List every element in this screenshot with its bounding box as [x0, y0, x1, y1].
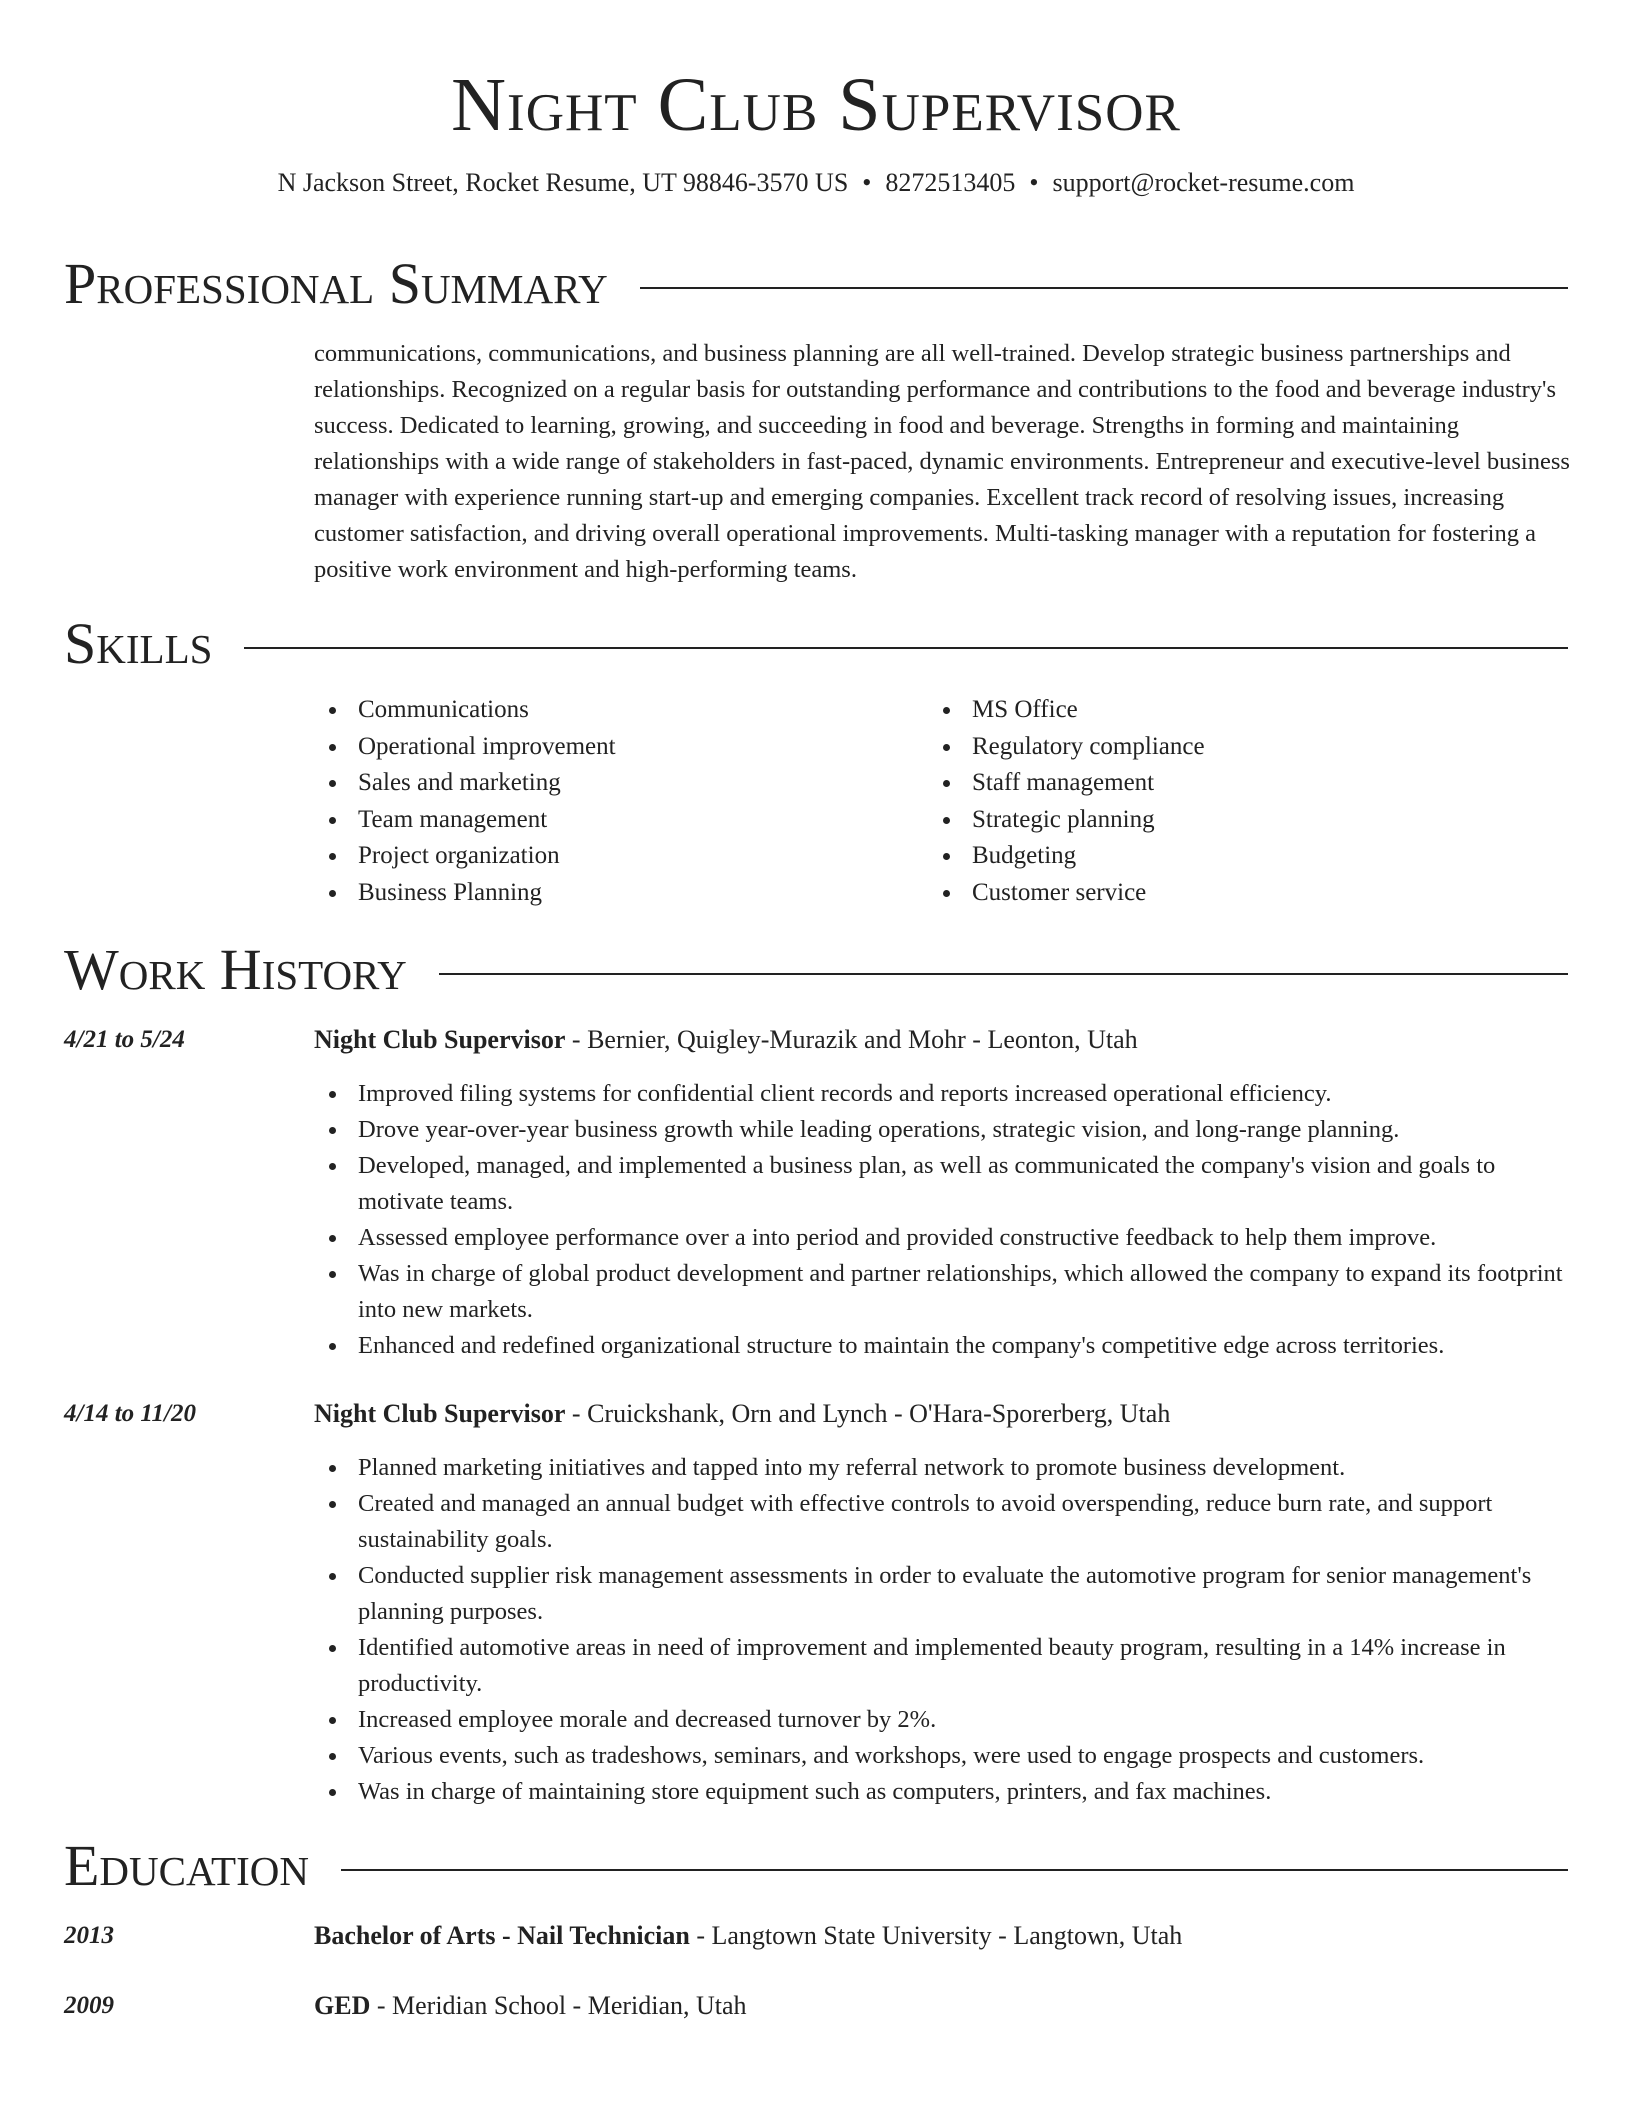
- education-year: 2009: [64, 1992, 114, 2019]
- skill-item: MS Office: [928, 692, 1528, 729]
- skill-item: Business Planning: [314, 875, 914, 912]
- text-separator: -: [565, 1025, 588, 1054]
- text-separator: -: [370, 1991, 393, 2020]
- list-item: Improved filing systems for confidential client records and reports increased operational efficiency.: [314, 1076, 1570, 1112]
- education-school: Meridian School - Meridian, Utah: [392, 1991, 747, 2020]
- job-heading: [314, 1022, 1138, 1058]
- job-title: Night Club Supervisor: [314, 1025, 566, 1054]
- skills-heading: Skills: [64, 611, 213, 676]
- job-heading: [314, 1396, 1170, 1432]
- contact-email: support@rocket-resume.com: [1052, 168, 1355, 197]
- summary-section-header: [64, 252, 1568, 316]
- education-school: Langtown State University - Langtown, Utah: [711, 1921, 1183, 1950]
- education-degree: Bachelor of Arts - Nail Technician: [314, 1921, 690, 1950]
- skill-item: Staff management: [928, 765, 1528, 802]
- skill-item: Project organization: [314, 838, 914, 875]
- skill-item: Communications: [314, 692, 914, 729]
- skill-item: Team management: [314, 802, 914, 839]
- list-item: Various events, such as tradeshows, seminars, and workshops, were used to engage prospects and customers.: [314, 1738, 1570, 1774]
- list-item: Was in charge of maintaining store equipment such as computers, printers, and fax machines.: [314, 1774, 1570, 1810]
- contact-separator: •: [862, 168, 872, 197]
- skill-item: Customer service: [928, 875, 1528, 912]
- job-bullet-list: [314, 1450, 1570, 1810]
- section-divider: [439, 973, 1568, 975]
- job-employer: Bernier, Quigley-Murazik and Mohr - Leonton, Utah: [587, 1025, 1138, 1054]
- education-year: 2013: [64, 1922, 114, 1949]
- text-separator: -: [689, 1921, 712, 1950]
- list-item: Increased employee morale and decreased turnover by 2%.: [314, 1702, 1570, 1738]
- job-title: Night Club Supervisor: [314, 1399, 566, 1428]
- education-heading: Education: [64, 1833, 309, 1898]
- list-item: Conducted supplier risk management assessments in order to evaluate the automotive program for senior management's planning purposes.: [314, 1558, 1570, 1630]
- job-bullet-list: [314, 1076, 1570, 1364]
- job-dates: 4/14 to 11/20: [64, 1400, 196, 1427]
- list-item: Created and managed an annual budget with effective controls to avoid overspending, reduce burn rate, and support sustainability goals.: [314, 1486, 1570, 1558]
- work-section-header: [64, 938, 1568, 1002]
- summary-heading: Professional Summary: [64, 251, 608, 316]
- skills-section-header: [64, 612, 1568, 676]
- education-section-header: [64, 1834, 1568, 1898]
- education-degree: GED: [314, 1991, 371, 2020]
- skill-item: Regulatory compliance: [928, 729, 1528, 766]
- text-separator: -: [565, 1399, 588, 1428]
- contact-phone: 8272513405: [885, 168, 1016, 197]
- skill-item: Budgeting: [928, 838, 1528, 875]
- skills-list-left: [314, 692, 914, 911]
- summary-text: communications, communications, and business planning are all well-trained. Develop strategic business partnerships and relationships. Recognized on a regular basis for outstanding performance and contributions to the food and beverage industry's success. Dedicated to learning, growing, and succeeding in food and beverage. Strengths in forming and maintaining relationships with a wide range of stakeholders in fast-paced, dynamic environments. Entrepreneur and executive-level business manager with experience running start-up and emerging companies. Excellent track record of resolving issues, increasing customer satisfaction, and driving overall operational improvements. Multi-tasking manager with a reputation for fostering a positive work environment and high-performing teams.: [314, 340, 1570, 583]
- list-item: Identified automotive areas in need of improvement and implemented beauty program, resulting in a 14% increase in productivity.: [314, 1630, 1570, 1702]
- skill-item: Sales and marketing: [314, 765, 914, 802]
- section-divider: [640, 287, 1568, 289]
- job-employer: Cruickshank, Orn and Lynch - O'Hara-Sporerberg, Utah: [587, 1399, 1171, 1428]
- contact-separator: •: [1029, 168, 1039, 197]
- list-item: Developed, managed, and implemented a business plan, as well as communicated the company's vision and goals to motivate teams.: [314, 1148, 1570, 1220]
- list-item: Drove year-over-year business growth while leading operations, strategic vision, and long-range planning.: [314, 1112, 1570, 1148]
- list-item: Planned marketing initiatives and tapped into my referral network to promote business development.: [314, 1450, 1570, 1486]
- contact-address: N Jackson Street, Rocket Resume, UT 98846-3570 US: [277, 168, 849, 197]
- section-divider: [341, 1869, 1568, 1871]
- list-item: Was in charge of global product development and partner relationships, which allowed the company to expand its footprint into new markets.: [314, 1256, 1570, 1328]
- job-dates: 4/21 to 5/24: [64, 1026, 185, 1053]
- skill-item: Operational improvement: [314, 729, 914, 766]
- contact-line: [0, 166, 1632, 200]
- candidate-name: Night Club Supervisor: [451, 63, 1181, 147]
- section-divider: [244, 647, 1568, 649]
- list-item: Assessed employee performance over a into period and provided constructive feedback to help them improve.: [314, 1220, 1570, 1256]
- skills-list-right: [928, 692, 1528, 911]
- work-heading: Work History: [64, 937, 407, 1002]
- list-item: Enhanced and redefined organizational structure to maintain the company's competitive edge across territories.: [314, 1328, 1570, 1364]
- education-entry: [314, 1988, 747, 2024]
- education-entry: [314, 1918, 1182, 1954]
- skill-item: Strategic planning: [928, 802, 1528, 839]
